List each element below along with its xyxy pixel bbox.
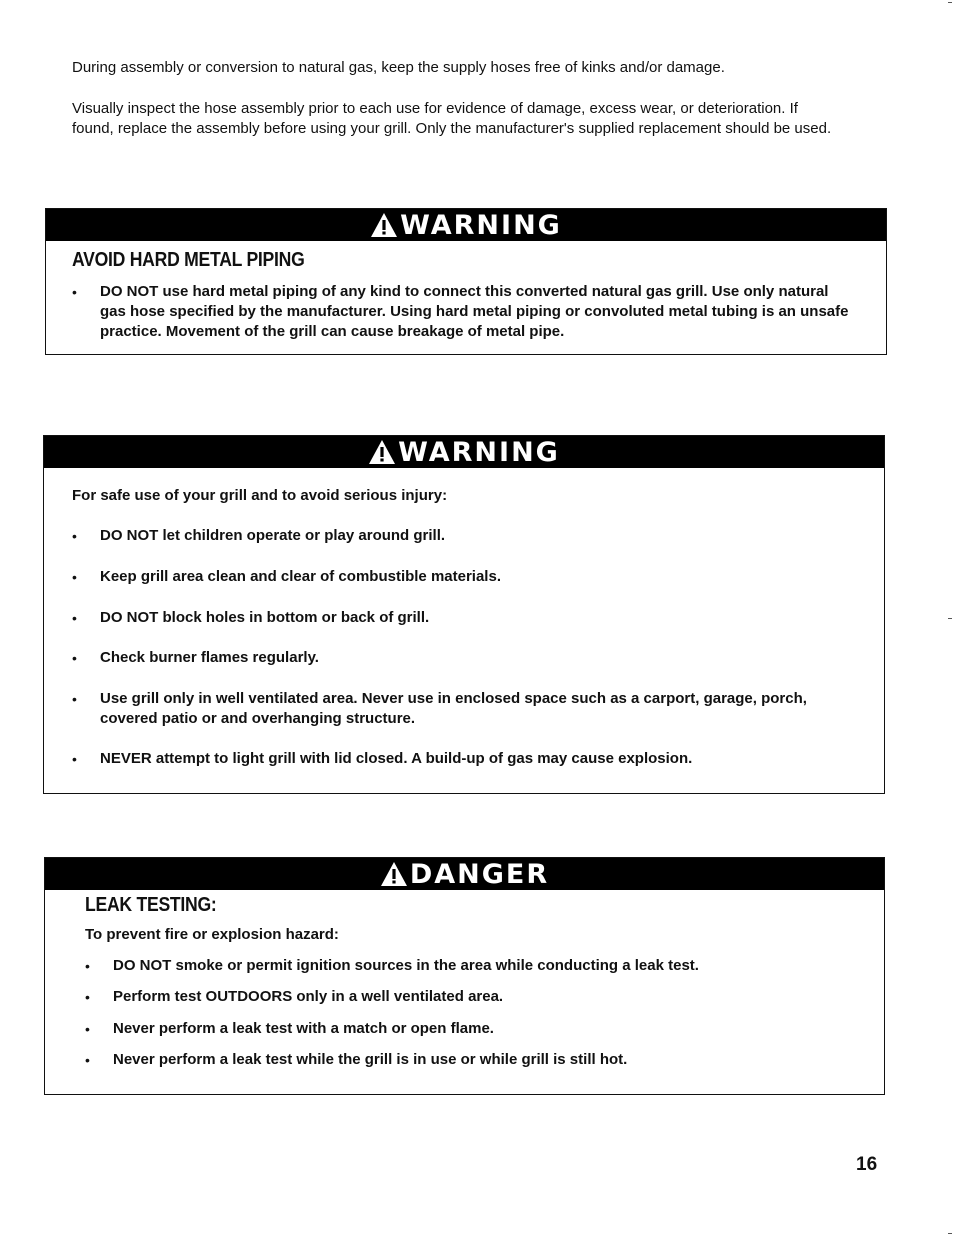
bullet-marker: •: [85, 1021, 90, 1037]
list-item-text: Use grill only in well ventilated area. Never use in enclosed space such as a carport, garage, porch, covered patio or and overhanging structure.: [100, 690, 807, 727]
list-item-text: DO NOT let children operate or play around grill.: [100, 527, 446, 544]
warning-box-safe-use: [43, 435, 885, 794]
body-paragraph: Visually inspect the hose assembly prior to each use for evidence of damage, excess wear, or deterioration. If found, replace the assembly before using your grill. Only the manufacturer's supplied replacement should be used.: [72, 100, 832, 137]
bullet-marker: •: [85, 1052, 90, 1068]
bullet-marker: •: [85, 989, 90, 1005]
list-item-text: Check burner flames regularly.: [100, 649, 319, 666]
bullet-marker: •: [72, 650, 77, 666]
section-heading: AVOID HARD METAL PIPING: [72, 249, 305, 271]
list-item-text: Never perform a leak test with a match or open flame.: [113, 1020, 494, 1037]
list-item-text: Keep grill area clean and clear of combustible materials.: [100, 568, 501, 585]
bullet-marker: •: [72, 284, 77, 300]
list-item-text: DO NOT smoke or permit ignition sources in the area while conducting a leak test.: [113, 957, 699, 974]
bullet-marker: •: [72, 610, 77, 626]
list-item-text: DO NOT block holes in bottom or back of grill.: [100, 609, 430, 626]
bullet-marker: •: [72, 751, 77, 767]
banner-label: DANGER: [409, 858, 550, 890]
bullet-marker: •: [72, 528, 77, 544]
danger-banner: [45, 858, 884, 890]
banner-label: WARNING: [400, 209, 562, 241]
danger-box-leak-testing: [44, 857, 885, 1095]
warning-box-hard-piping: [45, 208, 887, 355]
warning-triangle-icon: [370, 212, 398, 238]
bullet-marker: •: [72, 569, 77, 585]
warning-banner: [46, 209, 886, 241]
bullet-marker: •: [85, 958, 90, 974]
section-heading: LEAK TESTING:: [85, 894, 217, 916]
intro-text: For safe use of your grill and to avoid serious injury:: [72, 487, 448, 504]
body-paragraph: During assembly or conversion to natural gas, keep the supply hoses free of kinks and/or damage.: [72, 59, 725, 76]
crop-mark: [948, 2, 952, 3]
crop-mark: [948, 1233, 952, 1234]
list-item-text: DO NOT use hard metal piping of any kind to connect this converted natural gas grill. Use only natural gas hose specified by the manufacturer. Using hard metal piping or convoluted metal tubing is an unsafe practice. Movement of the grill can cause breakage of metal pipe.: [100, 283, 849, 340]
bullet-marker: •: [72, 691, 77, 707]
warning-triangle-icon: [380, 861, 408, 887]
warning-triangle-icon: [368, 439, 396, 465]
crop-mark: [948, 618, 952, 619]
warning-banner: [44, 436, 884, 468]
list-item-text: NEVER attempt to light grill with lid closed. A build-up of gas may cause explosion.: [100, 750, 693, 767]
list-item-text: Perform test OUTDOORS only in a well ventilated area.: [113, 988, 504, 1005]
list-item-text: Never perform a leak test while the grill is in use or while grill is still hot.: [113, 1051, 628, 1068]
intro-text: To prevent fire or explosion hazard:: [85, 926, 339, 943]
page-number: 16: [856, 1154, 878, 1175]
banner-label: WARNING: [398, 436, 560, 468]
